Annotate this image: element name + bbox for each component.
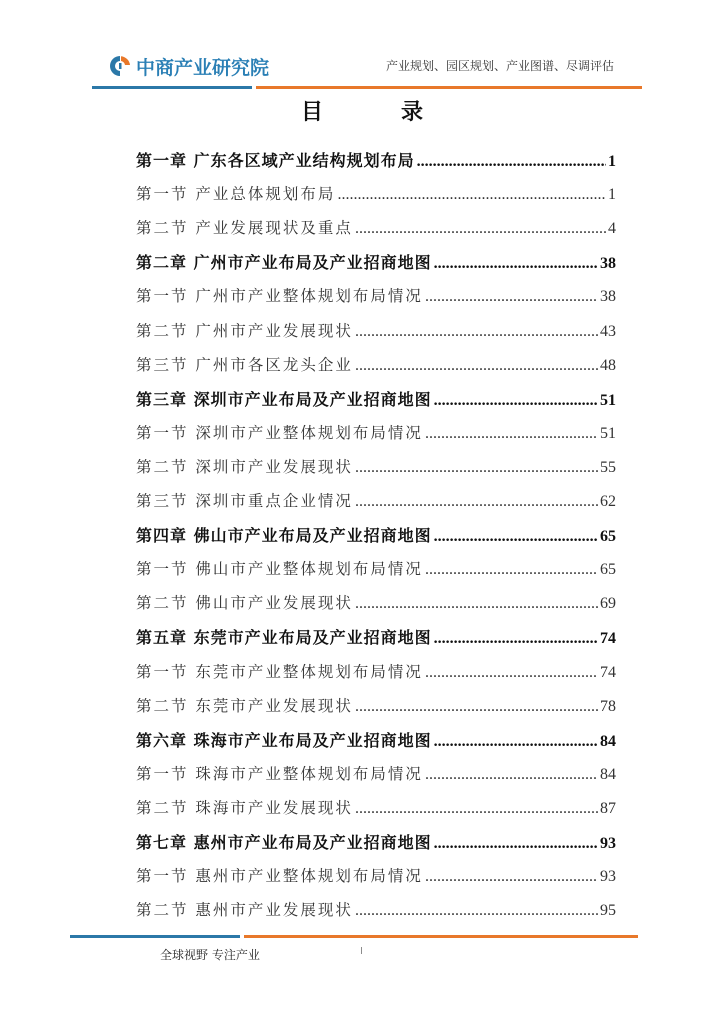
- toc-page-number: 74: [600, 630, 616, 648]
- toc-entry-label: 第一节 广州市产业整体规划布局情况: [136, 287, 423, 306]
- toc-page-number: 93: [600, 835, 616, 852]
- toc-leader-dots: [337, 186, 606, 204]
- toc-leader-dots: [434, 630, 598, 648]
- logo-text: 中商产业研究院: [136, 56, 270, 79]
- toc-leader-dots: [355, 698, 598, 716]
- toc-section-row[interactable]: [136, 864, 616, 894]
- toc-entry-label: 第五章 东莞市产业布局及产业招商地图: [136, 628, 432, 648]
- toc-entry-label: 第二节 广州市产业发展现状: [136, 321, 353, 340]
- header-tagline: 产业规划、园区规划、产业图谱、尽调评估: [385, 59, 614, 73]
- toc-entry-label: 第一节 佛山市产业整体规划布局情况: [136, 560, 423, 579]
- toc-page-number: 65: [600, 561, 616, 579]
- toc-page-number: 87: [600, 799, 616, 817]
- toc-chapter-row[interactable]: [136, 250, 616, 280]
- toc-section-row[interactable]: [136, 319, 616, 349]
- toc-page-number: 1: [608, 186, 616, 204]
- toc-entry-label: 第六章 珠海市产业布局及产业招商地图: [136, 730, 432, 750]
- toc-entry-label: 第二章 广州市产业布局及产业招商地图: [136, 253, 432, 273]
- toc-page-number: 65: [600, 528, 616, 546]
- toc-page-number: 78: [600, 697, 616, 715]
- toc-leader-dots: [425, 766, 598, 784]
- toc-leader-dots: [355, 323, 598, 341]
- toc-leader-dots: [355, 493, 598, 511]
- footer-page-mark: I: [360, 946, 363, 957]
- toc-chapter-row[interactable]: [136, 830, 616, 860]
- toc-entry-label: 第一节 珠海市产业整体规划布局情况: [136, 764, 423, 783]
- toc-title: 目 录: [300, 100, 451, 125]
- toc-leader-dots: [434, 392, 598, 410]
- toc-chapter-row[interactable]: [136, 625, 616, 655]
- toc-leader-dots: [355, 800, 598, 818]
- toc-page-number: 84: [600, 765, 616, 783]
- toc-entry-label: 第二节 深圳市产业发展现状: [136, 457, 353, 476]
- toc-chapter-row[interactable]: [136, 523, 616, 553]
- toc-leader-dots: [355, 902, 598, 920]
- toc-section-row[interactable]: [136, 455, 616, 485]
- toc-page-number: 69: [600, 595, 616, 613]
- toc-entry-label: 第二节 东莞市产业发展现状: [136, 696, 353, 715]
- toc-leader-dots: [417, 153, 606, 171]
- toc-section-row[interactable]: [136, 284, 616, 314]
- toc-leader-dots: [355, 595, 598, 613]
- footer-rule-blue: [70, 935, 240, 938]
- toc-chapter-row[interactable]: [136, 728, 616, 758]
- header-rule-orange: [256, 86, 642, 89]
- toc-entry-label: 第四章 佛山市产业布局及产业招商地图: [136, 526, 432, 546]
- toc-entry-label: 第三节 深圳市重点企业情况: [136, 492, 353, 510]
- header-rule-blue: [92, 86, 252, 89]
- toc-section-row[interactable]: [136, 216, 616, 246]
- page-header: [0, 0, 724, 90]
- toc-leader-dots: [355, 357, 598, 375]
- toc-section-row[interactable]: [136, 182, 616, 212]
- toc-section-row[interactable]: [136, 557, 616, 587]
- toc-section-row[interactable]: [136, 591, 616, 621]
- toc-entry-label: 第二节 产业发展现状及重点: [136, 219, 353, 238]
- toc-section-row[interactable]: [136, 353, 616, 383]
- toc-page-number: 62: [600, 493, 616, 510]
- toc-page-number: 43: [600, 322, 616, 340]
- toc-page-number: 51: [600, 391, 616, 409]
- toc-section-row[interactable]: [136, 489, 616, 519]
- toc-page-number: 38: [600, 288, 616, 306]
- toc-section-row[interactable]: [136, 660, 616, 690]
- toc-leader-dots: [425, 288, 598, 306]
- toc-page-number: 84: [600, 732, 616, 750]
- toc-section-row[interactable]: [136, 796, 616, 826]
- toc-chapter-row[interactable]: [136, 148, 616, 178]
- toc-leader-dots: [425, 425, 598, 443]
- toc-leader-dots: [425, 664, 598, 682]
- toc-entry-label: 第三节 广州市各区龙头企业: [136, 355, 353, 374]
- toc-page-number: 1: [608, 153, 616, 170]
- toc-leader-dots: [425, 868, 598, 886]
- footer-slogan: 全球视野 专注产业: [160, 948, 260, 962]
- toc-page-number: 93: [600, 868, 616, 886]
- toc-entry-label: 第一节 东莞市产业整体规划布局情况: [136, 662, 423, 681]
- toc-page-number: 38: [600, 255, 616, 273]
- toc-leader-dots: [355, 220, 606, 238]
- footer-rule-orange: [244, 935, 638, 938]
- toc-chapter-row[interactable]: [136, 387, 616, 417]
- toc-leader-dots: [434, 835, 598, 853]
- toc-leader-dots: [425, 561, 598, 579]
- logo-icon: [108, 54, 132, 78]
- toc-entry-label: 第二节 惠州市产业发展现状: [136, 901, 353, 920]
- toc-entry-label: 第一章 广东各区域产业结构规划布局: [136, 151, 415, 170]
- toc-entry-label: 第一节 产业总体规划布局: [136, 185, 336, 204]
- toc-entry-label: 第二节 珠海市产业发展现状: [136, 798, 353, 817]
- company-logo: [108, 52, 269, 80]
- toc-leader-dots: [434, 733, 598, 751]
- toc-page-number: 48: [600, 356, 616, 374]
- toc-section-row[interactable]: [136, 694, 616, 724]
- toc-leader-dots: [434, 528, 598, 546]
- toc-section-row[interactable]: [136, 762, 616, 792]
- toc-page-number: 55: [600, 458, 616, 476]
- toc-entry-label: 第二节 佛山市产业发展现状: [136, 594, 353, 613]
- toc-entry-label: 第一节 惠州市产业整体规划布局情况: [136, 867, 423, 886]
- toc-page-number: 4: [608, 220, 616, 238]
- toc-page-number: 51: [600, 424, 616, 442]
- toc-entry-label: 第七章 惠州市产业布局及产业招商地图: [136, 833, 432, 852]
- toc-leader-dots: [355, 459, 598, 477]
- toc-page-number: 95: [600, 902, 616, 920]
- toc-section-row[interactable]: [136, 898, 616, 928]
- toc-leader-dots: [434, 255, 598, 273]
- toc-section-row[interactable]: [136, 421, 616, 451]
- toc-entry-label: 第一节 深圳市产业整体规划布局情况: [136, 423, 423, 442]
- toc-page-number: 74: [600, 663, 616, 681]
- toc-entry-label: 第三章 深圳市产业布局及产业招商地图: [136, 389, 432, 409]
